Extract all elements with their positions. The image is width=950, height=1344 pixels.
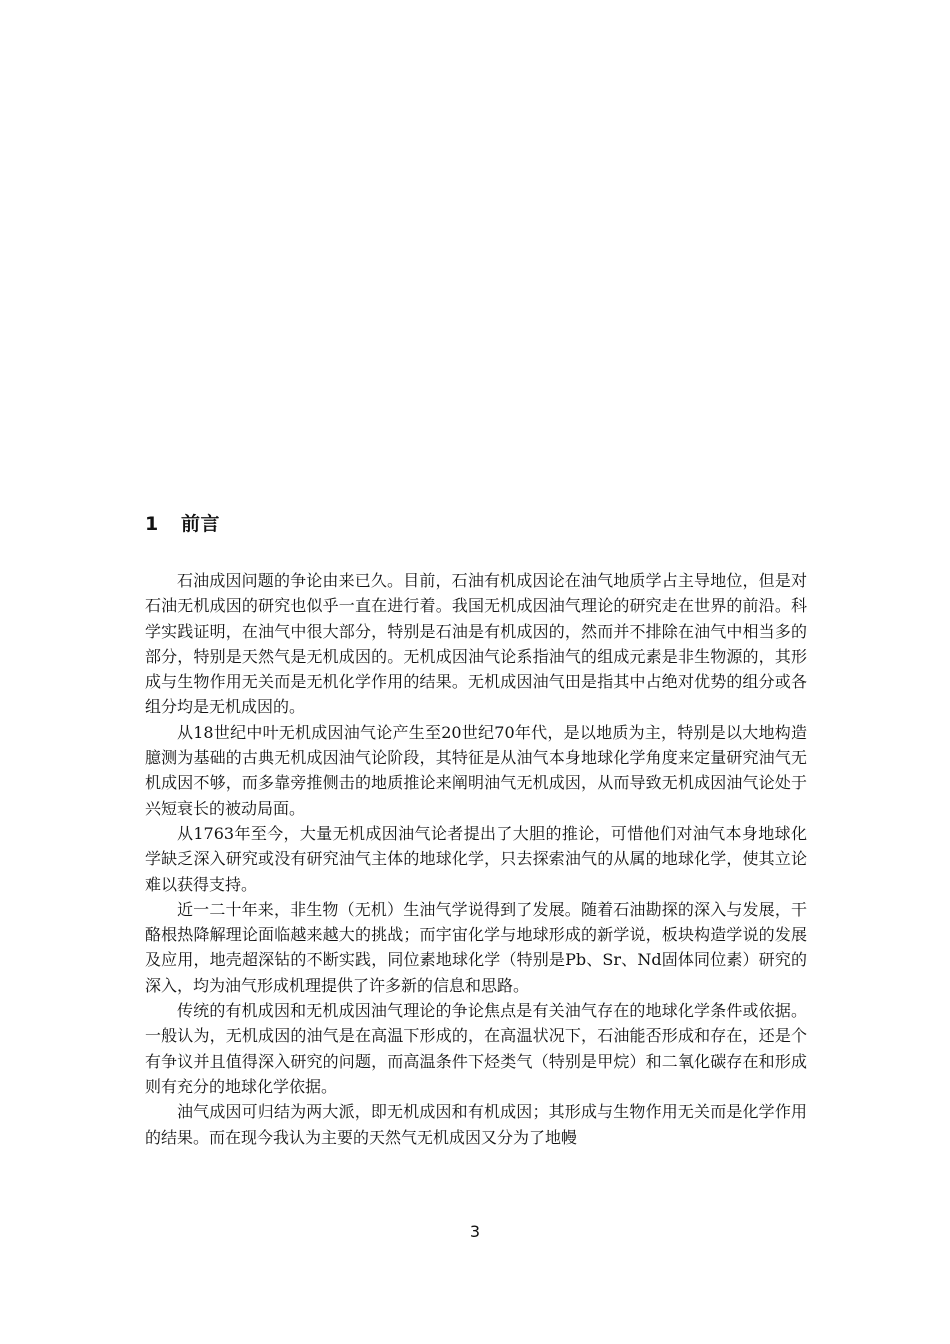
section-heading [145, 509, 220, 536]
paragraph: 从18世纪中叶无机成因油气论产生至20世纪70年代，是以地质为主，特别是以大地构造臆测为基础的古典无机成因油气论阶段，其特征是从油气本身地球化学角度来定量研究油气无机成因不够，而多靠旁推侧击的地质推论来阐明油气无机成因，从而导致无机成因油气论处于兴短衰长的被动局面。 [145, 722, 807, 818]
paragraph: 从1763年至今，大量无机成因油气论者提出了大胆的推论，可惜他们对油气本身地球化学缺乏深入研究或没有研究油气主体的地球化学，只去探索油气的从属的地球化学，使其立论难以获得支持。 [145, 823, 807, 894]
page-number: 3 [469, 1222, 481, 1241]
paragraph: 传统的有机成因和无机成因油气理论的争论焦点是有关油气存在的地球化学条件或依据。一般认为，无机成因的油气是在高温下形成的，在高温状况下，石油能否形成和存在，还是个有争议并且值得深入研究的问题，而高温条件下烃类气（特别是甲烷）和二氧化碳存在和形成则有充分的地球化学依据。 [145, 1001, 807, 1096]
paragraph: 近一二十年来，非生物（无机）生油气学说得到了发展。随着石油勘探的深入与发展，干酪根热降解理论面临越来越大的挑战；而宇宙化学与地球形成的新学说，板块构造学说的发展及应用，地壳超深钻的不断实践，同位素地球化学（特别是Pb、Sr、Nd固体同位素）研究的深入，均为油气形成机理提供了许多新的信息和思路。 [145, 899, 807, 995]
section-number: 1 [145, 513, 159, 535]
section-title: 前言 [181, 513, 221, 535]
section-body [145, 568, 807, 1150]
paragraph: 石油成因问题的争论由来已久。目前，石油有机成因论在油气地质学占主导地位，但是对石油无机成因的研究也似乎一直在进行着。我国无机成因油气理论的研究走在世界的前沿。科学实践证明，在油气中很大部分，特别是石油是有机成因的，然而并不排除在油气中相当多的部分，特别是天然气是无机成因的。无机成因油气论系指油气的组成元素是非生物源的，其形成与生物作用无关而是无机化学作用的结果。无机成因油气田是指其中占绝对优势的组分或各组分均是无机成因的。 [145, 571, 807, 717]
paragraph: 油气成因可归结为两大派，即无机成因和有机成因；其形成与生物作用无关而是化学作用的结果。而在现今我认为主要的天然气无机成因又分为了地幔 [145, 1102, 807, 1147]
